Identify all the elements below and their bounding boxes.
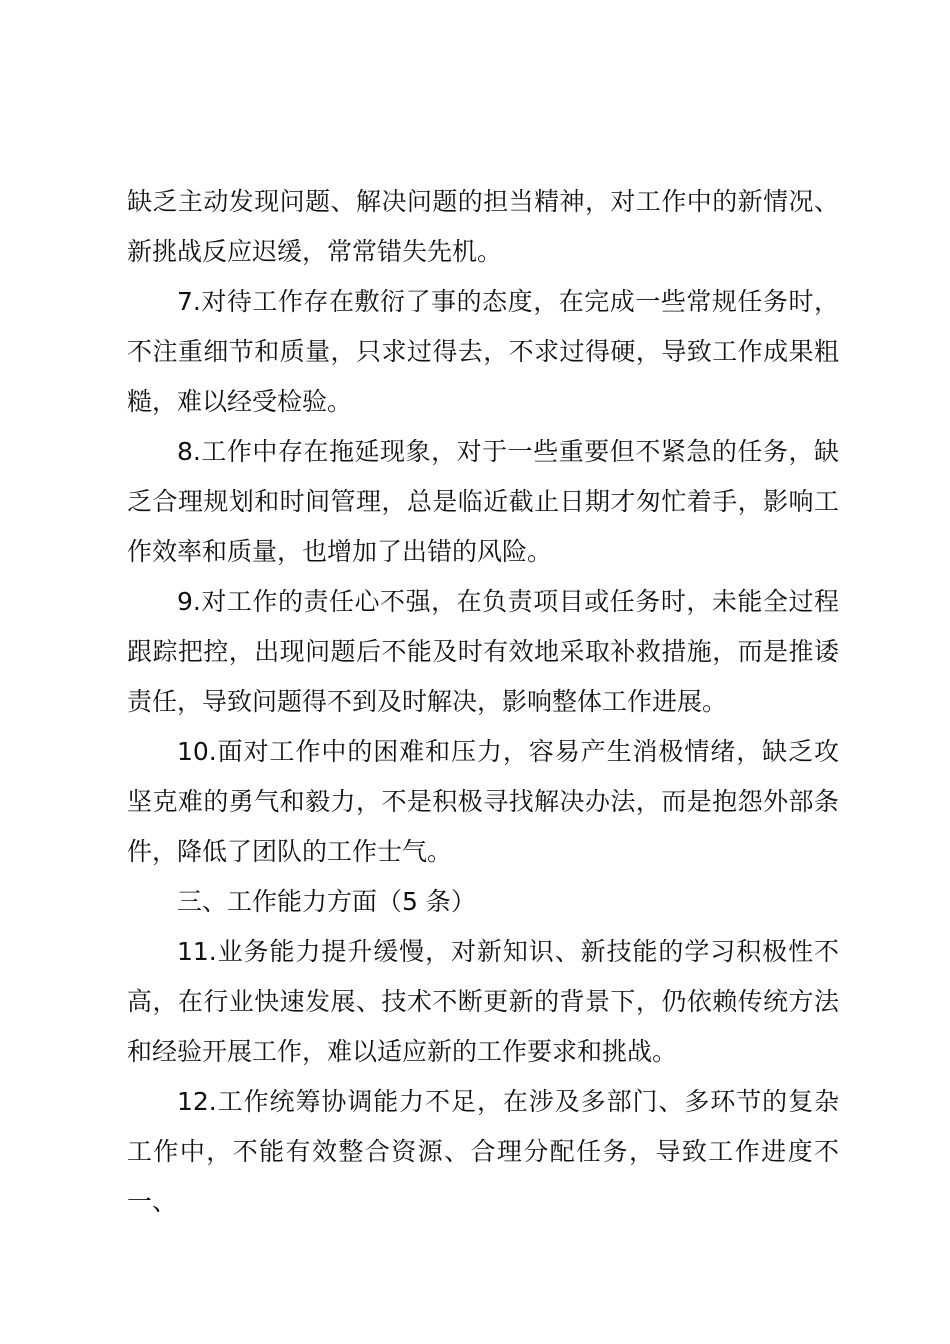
document-body	[127, 177, 839, 1227]
list-item-8: 8.工作中存在拖延现象，对于一些重要但不紧急的任务，缺乏合理规划和时间管理，总是临近截止日期才匆忙着手，影响工作效率和质量，也增加了出错的风险。	[127, 437, 839, 566]
list-item-11: 11.业务能力提升缓慢，对新知识、新技能的学习积极性不高，在行业快速发展、技术不断更新的背景下，仍依赖传统方法和经验开展工作，难以适应新的工作要求和挑战。	[127, 937, 839, 1066]
list-item-10: 10.面对工作中的困难和压力，容易产生消极情绪，缺乏攻坚克难的勇气和毅力，不是积极寻找解决办法，而是抱怨外部条件，降低了团队的工作士气。	[127, 737, 839, 866]
list-item-7: 7.对待工作存在敷衍了事的态度，在完成一些常规任务时，不注重细节和质量，只求过得去，不求过得硬，导致工作成果粗糙，难以经受检验。	[127, 287, 839, 416]
section-heading-work-ability: 三、工作能力方面（5 条）	[177, 887, 476, 916]
list-item-12: 12.工作统筹协调能力不足，在涉及多部门、多环节的复杂工作中，不能有效整合资源、合理分配任务，导致工作进度不一、	[127, 1087, 839, 1216]
paragraph-continuation: 缺乏主动发现问题、解决问题的担当精神，对工作中的新情况、新挑战反应迟缓，常常错失先机。	[127, 187, 839, 266]
list-item-9: 9.对工作的责任心不强，在负责项目或任务时，未能全过程跟踪把控，出现问题后不能及时有效地采取补救措施，而是推诿责任，导致问题得不到及时解决，影响整体工作进展。	[127, 587, 839, 716]
